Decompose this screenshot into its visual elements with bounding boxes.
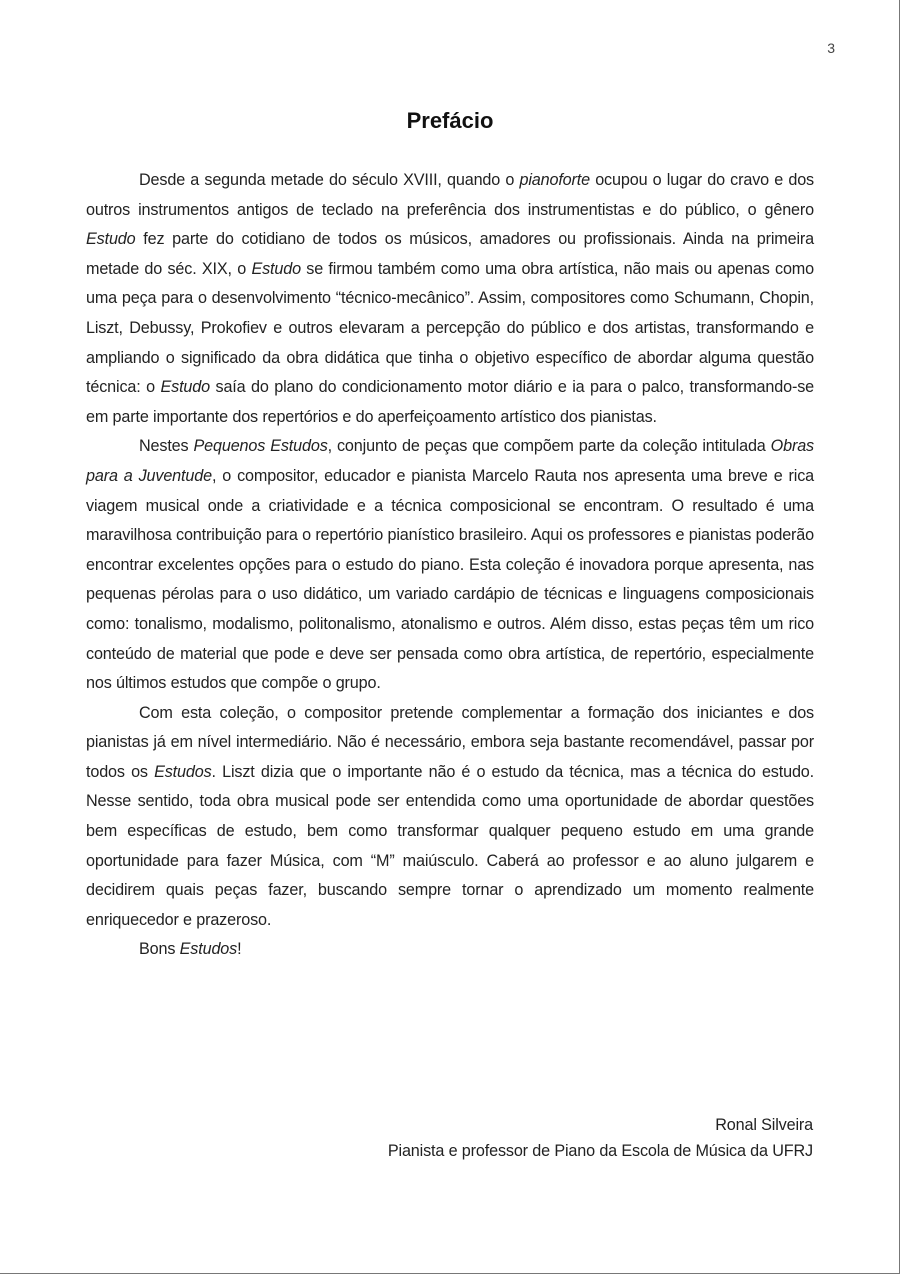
italic-text: pianoforte — [519, 171, 590, 189]
text-segment: Com esta coleção, o compositor pretende complementar a formação dos iniciantes e dos pianistas já em nível intermediário. Não é necessário, embora seja bastante recomendável, passar por todos os — [86, 703, 814, 781]
text-segment: Desde a segunda metade do século XVIII, quando o — [139, 171, 520, 189]
text-segment: . Liszt dizia que o importante não é o estudo da técnica, mas a técnica do estudo. Nesse sentido, toda obra musical pode ser entendida como uma oportunidade de abordar questões bem específicas de estudo, bem como transformar qualquer pequeno estudo em uma grande oportunidade para fazer Música, com “M” maiúsculo. Caberá ao professor e ao aluno julgarem e decidirem quais peças fazer, buscando sempre tornar o aprendizado um momento realmente enriquecedor e prazeroso. — [86, 762, 815, 929]
italic-text: Estudos — [179, 940, 238, 959]
page-number: 3 — [827, 40, 835, 56]
text-segment: Bons — [139, 940, 180, 959]
text-segment: fez parte do cotidiano de todos os músicos, amadores ou profissionais. Ainda na primeira metade do séc. XIX, o — [86, 230, 814, 278]
text-segment: ! — [237, 940, 242, 959]
paragraph — [86, 699, 814, 936]
signature-role: Pianista e professor de Piano da Escola de Música da UFRJ — [387, 1142, 813, 1160]
signature-block — [388, 1112, 813, 1164]
paragraph — [86, 432, 814, 698]
paragraph — [86, 935, 814, 965]
page-title: Prefácio — [406, 108, 494, 133]
italic-text: Obras para a Juventude — [86, 437, 814, 485]
preface-body — [86, 166, 814, 965]
signature-name: Ronal Silveira — [715, 1116, 813, 1134]
text-segment: , conjunto de peças que compõem parte da coleção intitulada — [327, 437, 771, 456]
text-segment: saía do plano do condicionamento motor diário e ia para o palco, transformando-se em parte importante dos repertórios e do aperfeiçoamento artístico dos pianistas. — [86, 378, 815, 426]
italic-text: Pequenos Estudos — [193, 437, 328, 456]
paragraph — [86, 166, 814, 432]
italic-text: Estudo — [251, 259, 301, 278]
text-segment: , o compositor, educador e pianista Marcelo Rauta nos apresenta uma breve e rica viagem musical onde a criatividade e a técnica composicional se encontram. O resultado é uma maravilhosa contribuição para o repertório pianístico brasileiro. Aqui os professores e pianistas poderão encontrar excelentes opções para o estudo do piano. Esta coleção é inovadora porque apresenta, nas pequenas pérolas para o uso didático, um variado cardápio de técnicas e linguagens composicionais como: tonalismo, modalismo, politonalismo, atonalismo e outros. Além disso, estas peças têm um rico conteúdo de material que pode e deve ser pensada como obra artística, de repertório, especialmente nos últimos estudos que compõe o grupo. — [86, 466, 814, 693]
italic-text: Estudo — [86, 230, 136, 249]
italic-text: Estudos — [154, 762, 212, 781]
italic-text: Estudo — [160, 378, 210, 397]
text-segment: Nestes — [139, 437, 194, 456]
text-segment: ocupou o lugar do cravo e dos outros instrumentos antigos de teclado na preferência dos instrumentistas e do público, o gênero — [86, 171, 814, 219]
text-segment: se firmou também como uma obra artística, não mais ou apenas como uma peça para o desenvolvimento “técnico-mecânico”. Assim, compositores como Schumann, Chopin, Liszt, Debussy, Prokofiev e outros elevaram a percepção do público e dos artistas, transformando e ampliando o significado da obra didática que tinha o objetivo específico de abordar alguma questão técnica: o — [86, 259, 814, 397]
